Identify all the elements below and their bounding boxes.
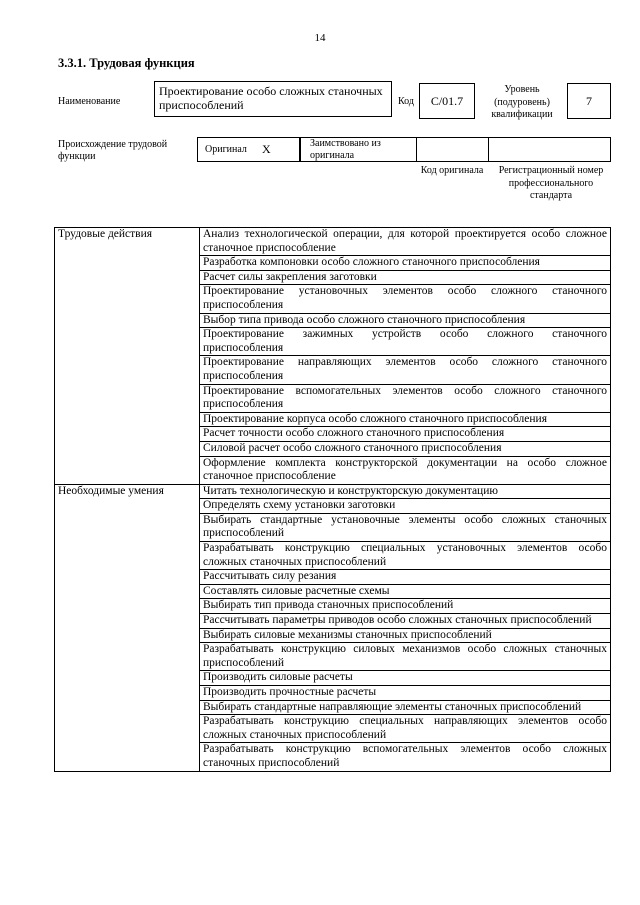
item-cell: Проектирование корпуса особо сложного станочного приспособления xyxy=(200,412,611,427)
item-cell: Проектирование установочных элементов особо сложного станочного приспособления xyxy=(200,285,611,313)
item-cell: Рассчитывать параметры приводов особо сложных станочных приспособлений xyxy=(200,614,611,629)
name-value: Проектирование особо сложных станочных приспособлений xyxy=(154,81,392,117)
item-cell: Анализ технологической операции, для которой проектируется особо сложное станочное приспособление xyxy=(200,228,611,256)
item-cell: Разрабатывать конструкцию специальных установочных элементов особо сложных станочных приспособлений xyxy=(200,542,611,570)
page-number: 14 xyxy=(314,32,326,44)
item-cell: Проектирование зажимных устройств особо сложного станочного приспособления xyxy=(200,328,611,356)
item-cell: Выбирать тип привода станочных приспособлений xyxy=(200,599,611,614)
level-value: 7 xyxy=(567,83,611,119)
item-cell: Разрабатывать конструкцию вспомогательных элементов особо сложных станочных приспособлений xyxy=(200,743,611,771)
category-cell: Трудовые действия xyxy=(55,228,200,485)
item-cell: Выбирать силовые механизмы станочных приспособлений xyxy=(200,628,611,643)
table-row xyxy=(55,484,611,499)
name-label: Наименование xyxy=(58,96,121,107)
item-cell: Производить прочностные расчеты xyxy=(200,686,611,701)
original-mark: X xyxy=(262,142,271,156)
item-cell: Разрабатывать конструкцию силовых механизмов особо сложных станочных приспособлений xyxy=(200,643,611,671)
item-cell: Оформление комплекта конструкторской документации на особо сложное станочное приспособление xyxy=(200,456,611,484)
item-cell: Рассчитывать силу резания xyxy=(200,570,611,585)
code-label: Код xyxy=(398,96,414,107)
item-cell: Выбирать стандартные установочные элементы особо сложных станочных приспособлений xyxy=(200,513,611,541)
reg-number-label: Регистрационный номер профессионального стандарта xyxy=(498,165,604,201)
item-cell: Читать технологическую и конструкторскую документацию xyxy=(200,484,611,499)
functions-table xyxy=(54,227,611,772)
original-code-label: Код оригинала xyxy=(420,165,484,176)
section-title: 3.3.1. Трудовая функция xyxy=(58,56,195,70)
table-row xyxy=(55,228,611,256)
category-cell: Необходимые умения xyxy=(55,484,200,771)
origin-label: Происхождение трудовой функции xyxy=(58,139,168,162)
item-cell: Выбор типа привода особо сложного станочного приспособления xyxy=(200,313,611,328)
item-cell: Разрабатывать конструкцию специальных направляющих элементов особо сложных станочных приспособлений xyxy=(200,715,611,743)
item-cell: Разработка компоновки особо сложного станочного приспособления xyxy=(200,256,611,271)
item-cell: Расчет точности особо сложного станочного приспособления xyxy=(200,427,611,442)
borrowed-label: Заимствовано из оригинала xyxy=(310,138,381,161)
code-value: C/01.7 xyxy=(419,83,475,119)
level-label: Уровень (подуровень) квалификации xyxy=(491,84,553,120)
divider xyxy=(488,137,489,162)
item-cell: Проектирование вспомогательных элементов особо сложного станочного приспособления xyxy=(200,384,611,412)
item-cell: Силовой расчет особо сложного станочного приспособления xyxy=(200,441,611,456)
item-cell: Составлять силовые расчетные схемы xyxy=(200,584,611,599)
divider xyxy=(416,137,417,162)
item-cell: Производить силовые расчеты xyxy=(200,671,611,686)
original-label: Оригинал xyxy=(205,144,247,155)
item-cell: Выбирать стандартные направляющие элементы станочных приспособлений xyxy=(200,700,611,715)
item-cell: Определять схему установки заготовки xyxy=(200,499,611,514)
item-cell: Проектирование направляющих элементов особо сложного станочного приспособления xyxy=(200,356,611,384)
item-cell: Расчет силы закрепления заготовки xyxy=(200,270,611,285)
